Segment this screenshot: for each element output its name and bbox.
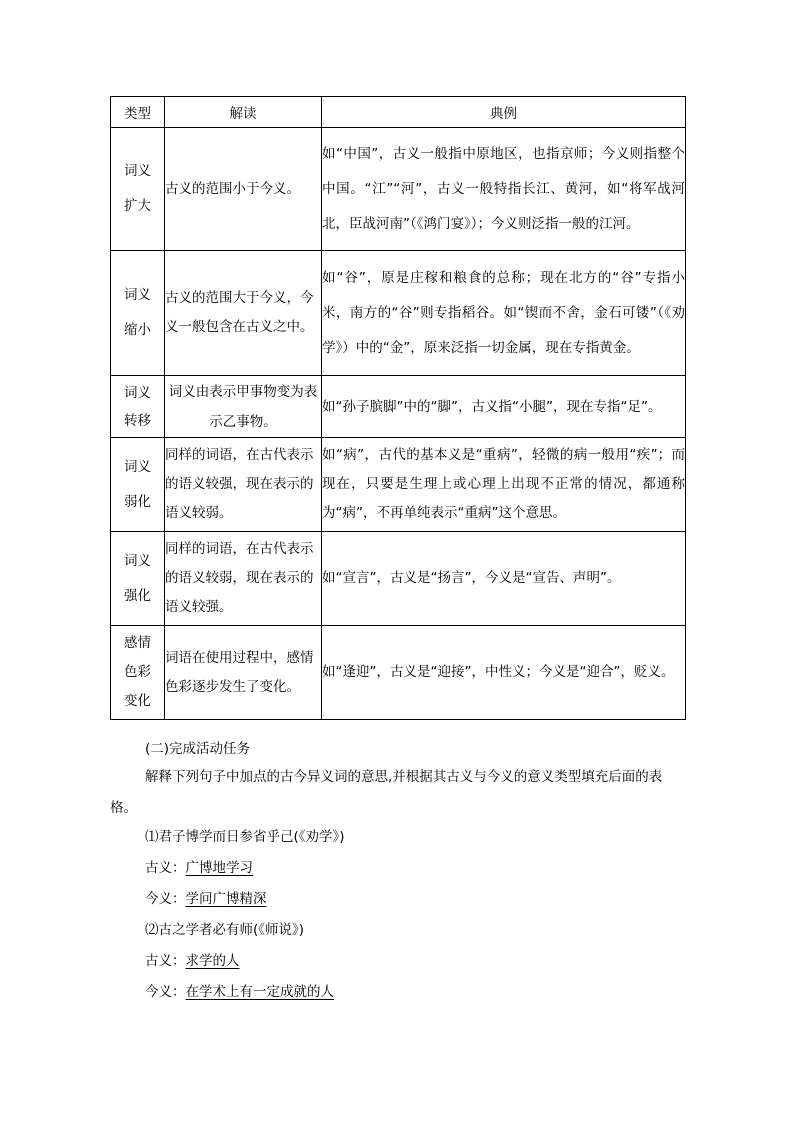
example-cell: 如“中国”，古义一般指中原地区，也指京师；今义则指整个中国。“江”“河”，古义一般特指长江、黄河，如“将军战河北，臣战河南”（《鸿门宴》）；今义则泛指一般的江河。 [322,128,686,251]
modern-label: 今义： [145,984,186,1000]
ancient-meaning-line [145,946,720,977]
modern-meaning-line [145,977,720,1008]
table-row [111,438,686,532]
modern-meaning-line [145,884,720,915]
ancient-answer: 广博地学习 [185,860,253,876]
interpretation-cell: 同样的词语，在古代表示的语义较弱，现在表示的语义较强。 [165,532,322,626]
table-row [111,128,686,251]
example-cell: 如“宣言”，古义是“扬言”，今义是“宣告、声明”。 [322,532,686,626]
meaning-change-table [110,96,686,720]
type-cell: 词义 强化 [111,532,165,626]
table-header-row [111,97,686,128]
example-cell: 如“逢迎”，古义是“迎接”，中性义；今义是“迎合”，贬义。 [322,626,686,720]
modern-answer: 学问广博精深 [185,891,267,907]
table-row [111,251,686,376]
type-cell: 词义 缩小 [111,251,165,376]
table-row [111,532,686,626]
question-sentence: ⑴君子博学而日参省乎己(《劝学》) [145,829,345,845]
table-row [111,626,686,720]
ancient-answer: 求学的人 [185,953,240,969]
interpretation-cell: 词语在使用过程中，感情色彩逐步发生了变化。 [165,626,322,720]
ancient-label: 古义： [145,860,186,876]
interpretation-cell: 古义的范围小于今义。 [165,128,322,251]
type-cell: 词义 转移 [111,376,165,438]
modern-answer: 在学术上有一定成就的人 [185,984,334,1000]
header-type: 类型 [111,97,165,128]
example-cell: 如“病”，古代的基本义是“重病”，轻微的病一般用“疾”；而现在，只要是生理上或心理上出现不正常的情况，都通称为“病”，不再单纯表示“重病”这个意思。 [322,438,686,532]
ancient-label: 古义： [145,953,186,969]
interpretation-cell: 同样的词语，在古代表示的语义较强，现在表示的语义较弱。 [165,438,322,532]
modern-label: 今义： [145,891,186,907]
header-example: 典例 [322,97,686,128]
header-interpretation: 解读 [165,97,322,128]
type-cell: 感情 色彩 变化 [111,626,165,720]
interpretation-cell: 词义由表示甲事物变为表示乙事物。 [165,376,322,438]
ancient-meaning-line [145,853,720,884]
interpretation-cell: 古义的范围大于今义，今义一般包含在古义之中。 [165,251,322,376]
table-row [111,376,686,438]
type-cell: 词义 扩大 [111,128,165,251]
instruction-text: 解释下列句子中加点的古今异义词的意思,并根据其古义与今义的意义类型填充后面的表格。 [110,769,663,816]
section-title: (二)完成活动任务 [145,741,251,757]
question-sentence: ⑵古之学者必有师(《师说》) [145,922,305,938]
example-cell: 如“孙子膑脚”中的“脚”，古义指“小腿”，现在专指“足”。 [322,376,686,438]
example-cell: 如“谷”，原是庄稼和粮食的总称；现在北方的“谷”专指小米，南方的“谷”则专指稻谷。如“锲而不舍，金石可镂”（《劝学》）中的“金”，原来泛指一切金属，现在专指黄金。 [322,251,686,376]
type-cell: 词义 弱化 [111,438,165,532]
